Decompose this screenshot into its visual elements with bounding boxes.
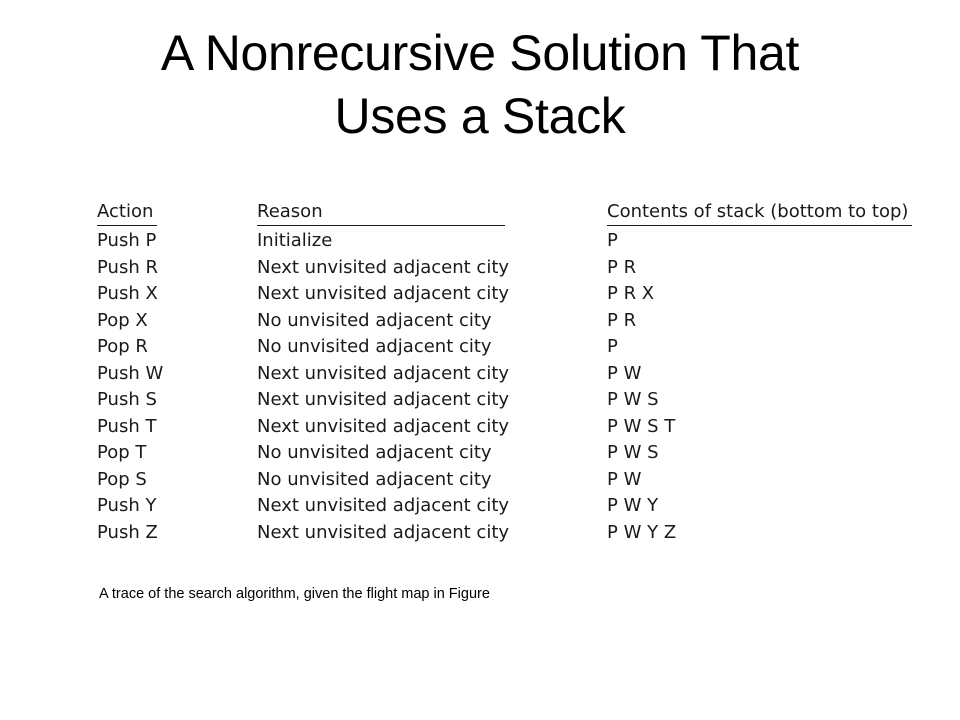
- cell-action: Pop S: [97, 468, 147, 490]
- cell-reason: Initialize: [257, 230, 333, 251]
- cell-reason: No unvisited adjacent city: [257, 309, 492, 331]
- cell-reason: No unvisited adjacent city: [257, 442, 492, 463]
- figure-caption: A trace of the search algorithm, given the flight map in Figure: [99, 586, 490, 602]
- cell-reason: Next unvisited adjacent city: [257, 415, 510, 437]
- cell-stack-contents: P R X: [607, 283, 655, 304]
- header-reason: Reason: [257, 198, 505, 226]
- cell-action: Push W: [97, 362, 164, 384]
- cell-action: Pop R: [97, 336, 148, 357]
- cell-reason: Next unvisited adjacent city: [257, 495, 510, 516]
- cell-action: Push Y: [97, 495, 157, 516]
- cell-reason: Next unvisited adjacent city: [257, 256, 510, 278]
- cell-stack-contents: P W: [607, 362, 642, 384]
- cell-action: Push Z: [97, 521, 158, 543]
- cell-reason: Next unvisited adjacent city: [257, 521, 510, 543]
- cell-action: Pop X: [97, 309, 148, 331]
- slide-title-line-1: A Nonrecursive Solution That: [160, 25, 800, 81]
- cell-action: Push X: [97, 283, 158, 304]
- cell-stack-contents: P R: [607, 256, 637, 278]
- cell-stack-contents: P W Y Z: [607, 521, 677, 543]
- cell-reason: Next unvisited adjacent city: [257, 283, 510, 304]
- cell-stack-contents: P W Y: [607, 495, 659, 516]
- cell-action: Push P: [97, 230, 157, 251]
- cell-stack-contents: P: [607, 336, 618, 357]
- cell-action: Pop T: [97, 442, 147, 463]
- cell-reason: No unvisited adjacent city: [257, 468, 492, 490]
- cell-action: Push R: [97, 256, 158, 278]
- header-action: Action: [97, 198, 157, 226]
- cell-reason: No unvisited adjacent city: [257, 336, 492, 357]
- cell-stack-contents: P R: [607, 309, 637, 331]
- cell-stack-contents: P: [607, 230, 618, 251]
- cell-stack-contents: P W: [607, 468, 642, 490]
- cell-stack-contents: P W S: [607, 442, 659, 463]
- slide-title-line-2: Uses a Stack: [334, 88, 626, 144]
- cell-action: Push T: [97, 415, 157, 437]
- cell-action: Push S: [97, 389, 157, 410]
- cell-stack-contents: P W S: [607, 389, 659, 410]
- header-contents: Contents of stack (bottom to top): [607, 198, 912, 226]
- cell-reason: Next unvisited adjacent city: [257, 362, 510, 384]
- cell-reason: Next unvisited adjacent city: [257, 389, 510, 410]
- cell-stack-contents: P W S T: [607, 415, 676, 437]
- slide-title: [0, 22, 960, 148]
